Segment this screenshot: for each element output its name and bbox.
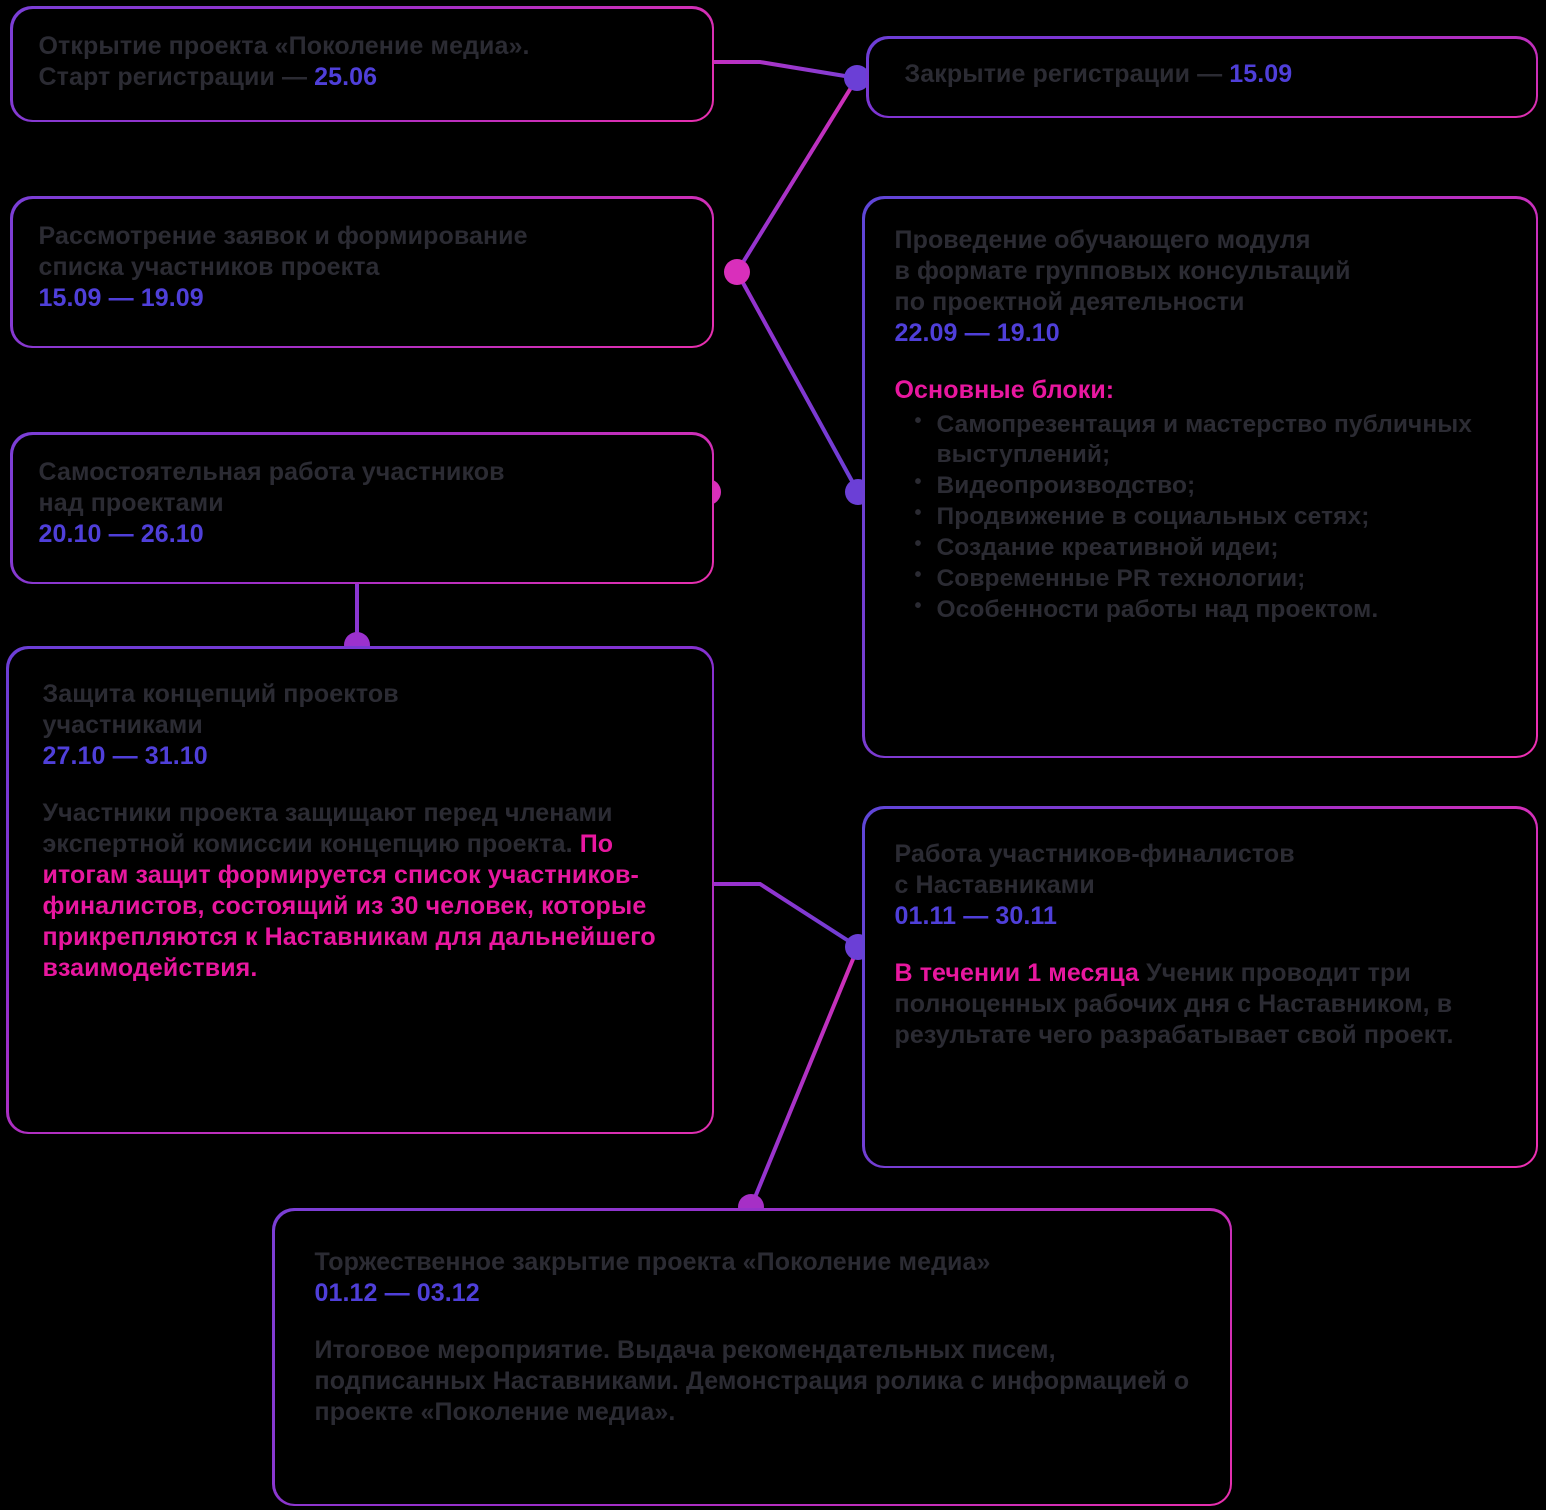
node-self-work-body <box>13 435 712 582</box>
closing-body: Итоговое мероприятие. Выдача рекомендательных писем, подписанных Наставниками. Демонстрация ролика с информацией о проекте «Поколение медиа». <box>314 1335 1190 1426</box>
review-line1: Рассмотрение заявок и формирование <box>38 221 528 250</box>
node-project-opening-body <box>13 9 712 120</box>
node-application-review-body <box>13 199 712 346</box>
node-application-review-text <box>39 221 686 314</box>
list-item: • Создание креативной идеи; <box>909 533 1506 564</box>
spacer <box>43 772 678 798</box>
list-item: • Продвижение в социальных сетях; <box>909 502 1506 533</box>
node-closing-ceremony-text <box>315 1247 1190 1428</box>
training-line2: в формате групповых консультаций <box>894 256 1351 285</box>
node-training-module-body <box>865 199 1536 756</box>
node-mentor-work[interactable] <box>862 806 1538 1168</box>
training-date: 22.09 — 19.10 <box>894 318 1060 347</box>
node-project-opening-text <box>39 31 686 93</box>
list-item: • Самопрезентация и мастерство публичных выступлений; <box>909 410 1506 472</box>
self-work-date: 20.10 — 26.10 <box>38 519 204 548</box>
close-reg-prefix: Закрытие регистрации — <box>904 59 1230 88</box>
list-item: • Видеопроизводство; <box>909 471 1506 502</box>
close-reg-date: 15.09 <box>1229 59 1293 88</box>
node-concept-defense[interactable] <box>6 646 714 1134</box>
defense-date: 27.10 — 31.10 <box>42 741 208 770</box>
node-registration-close-text <box>893 59 1512 90</box>
mentors-line1: Работа участников-финалистов <box>894 839 1295 868</box>
mentors-line2: с Наставниками <box>894 870 1095 899</box>
review-date: 15.09 — 19.09 <box>38 283 204 312</box>
node-mentor-work-text <box>895 839 1506 1051</box>
defense-body-plain: Участники проекта защищают перед членами экспертной комиссии концепцию проекта. <box>42 798 613 858</box>
opening-line2 <box>39 62 686 93</box>
defense-body-highlight: По итогам защит формируется список участников-финалистов, состоящий из 30 человек, которые прикрепляются к Наставникам для дальнейшего взаимодействия. <box>42 829 656 982</box>
list-item: • Современные PR технологии; <box>909 564 1506 595</box>
node-registration-close[interactable] <box>866 36 1538 118</box>
spacer <box>895 349 1506 375</box>
node-application-review[interactable] <box>10 196 714 348</box>
node-training-module-text <box>895 225 1506 626</box>
self-work-line1: Самостоятельная работа участников <box>38 457 505 486</box>
defense-line2: участниками <box>42 710 203 739</box>
spacer <box>895 932 1506 958</box>
opening-date: 25.06 <box>314 62 378 91</box>
self-work-line2: над проектами <box>38 488 224 517</box>
node-training-module[interactable] <box>862 196 1538 758</box>
mentors-body-plain: Ученик проводит три полноценных рабочих дня с Наставником, в результате чего разрабатывает свой проект. <box>894 958 1454 1049</box>
closing-date: 01.12 — 03.12 <box>314 1278 480 1307</box>
node-registration-close-body <box>869 39 1536 116</box>
mentors-date: 01.11 — 30.11 <box>894 901 1058 930</box>
training-blocks-heading: Основные блоки: <box>894 375 1115 404</box>
node-mentor-work-body <box>865 809 1536 1166</box>
node-self-work-text <box>39 457 686 550</box>
training-line1: Проведение обучающего модуля <box>894 225 1311 254</box>
node-closing-ceremony-body <box>275 1211 1230 1504</box>
node-project-opening[interactable] <box>10 6 714 122</box>
node-concept-defense-text <box>43 679 678 984</box>
spacer <box>315 1309 1190 1335</box>
node-self-work[interactable] <box>10 432 714 584</box>
list-item: • Особенности работы над проектом. <box>909 595 1506 626</box>
defense-line1: Защита концепций проектов <box>42 679 399 708</box>
node-closing-ceremony[interactable] <box>272 1208 1232 1506</box>
training-line3: по проектной деятельности <box>894 287 1245 316</box>
opening-line1: Открытие проекта «Поколение медиа». <box>38 31 530 60</box>
closing-line1: Торжественное закрытие проекта «Поколение медиа» <box>314 1247 991 1276</box>
opening-line2-prefix: Старт регистрации — <box>38 62 315 91</box>
training-blocks-list <box>895 410 1506 626</box>
node-concept-defense-body <box>9 649 712 1132</box>
review-line2: списка участников проекта <box>38 252 380 281</box>
mentors-body-highlight: В течении 1 месяца <box>894 958 1147 987</box>
